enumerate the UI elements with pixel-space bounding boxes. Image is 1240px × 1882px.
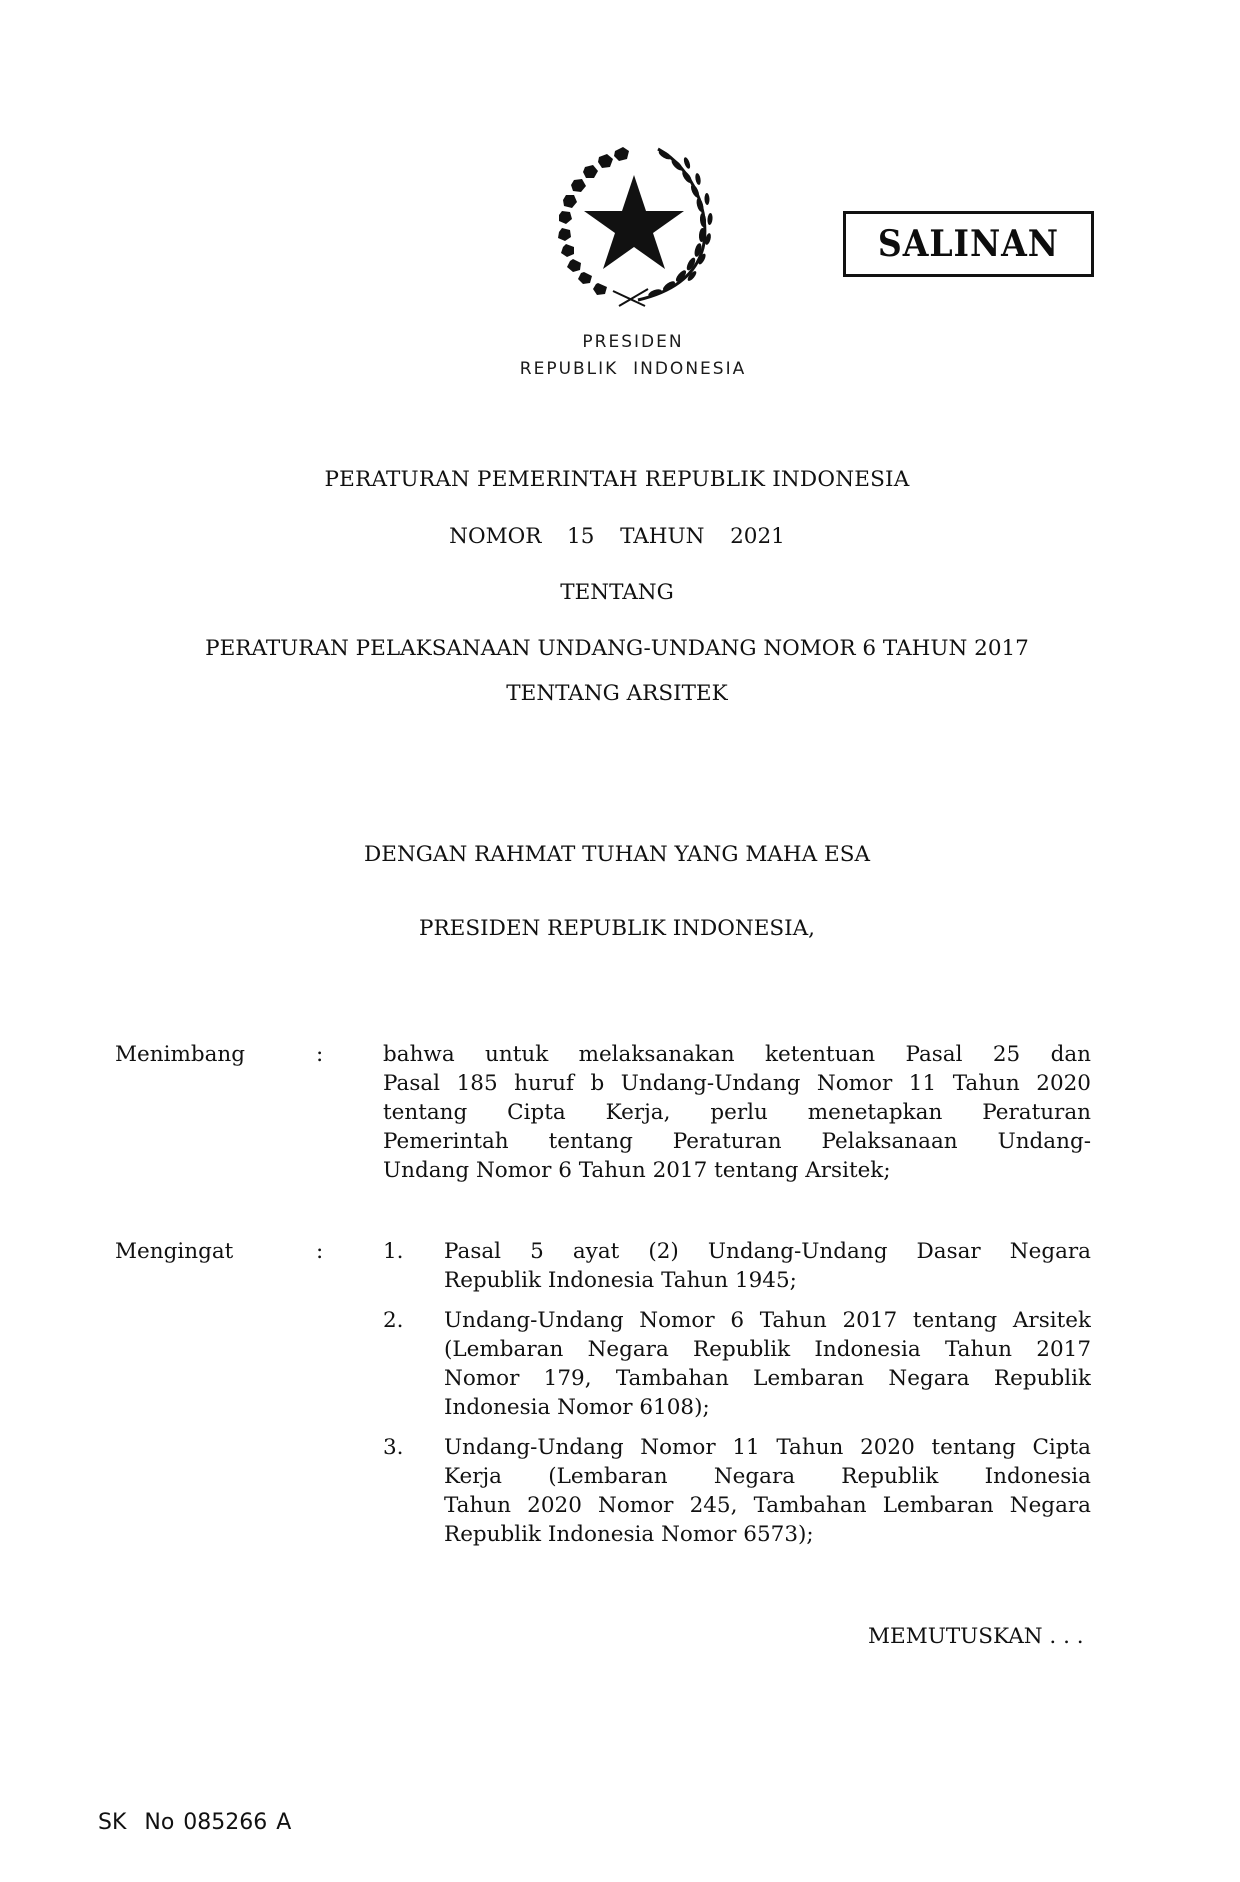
menimbang-body (383, 1040, 1091, 1185)
menimbang-line: Pasal 185 huruf b Undang-Undang Nomor 11 Tahun 2020 (383, 1071, 1091, 1096)
item-line: Undang-Undang Nomor 6 Tahun 2017 tentang Arsitek (444, 1308, 1091, 1333)
menimbang-line: tentang Cipta Kerja, perlu menetapkan Peraturan (383, 1100, 1091, 1125)
item-line: Indonesia Nomor 6108); (444, 1395, 710, 1420)
emblem-caption-republik: REPUBLIK INDONESIA (519, 359, 747, 379)
item-number: 1. (383, 1239, 404, 1264)
regulation-number: NOMOR 15 TAHUN 2021 (449, 524, 785, 549)
item-line: (Lembaran Negara Republik Indonesia Tahun 2017 (444, 1337, 1091, 1362)
item-line: Nomor 179, Tambahan Lembaran Negara Republik (444, 1366, 1091, 1391)
menimbang-line: Pemerintah tentang Peraturan Pelaksanaan Undang- (383, 1129, 1091, 1154)
item-text (444, 1237, 1091, 1295)
item-text (444, 1306, 1091, 1422)
item-text (444, 1433, 1091, 1549)
tentang-heading: TENTANG (560, 580, 674, 605)
item-number: 2. (383, 1308, 404, 1333)
item-line: Undang-Undang Nomor 11 Tahun 2020 tentang Cipta (444, 1435, 1091, 1460)
regulation-subject-line1: PERATURAN PELAKSANAAN UNDANG-UNDANG NOMOR 6 TAHUN 2017 (205, 636, 1029, 661)
item-line: Kerja (Lembaran Negara Republik Indonesia (444, 1464, 1091, 1489)
mengingat-label: Mengingat (115, 1239, 234, 1264)
item-line: Republik Indonesia Nomor 6573); (444, 1522, 814, 1547)
regulation-type-heading: PERATURAN PEMERINTAH REPUBLIK INDONESIA (324, 467, 910, 492)
authority-heading: PRESIDEN REPUBLIK INDONESIA, (419, 916, 815, 941)
menimbang-colon: : (316, 1042, 324, 1067)
menimbang-line: bahwa untuk melaksanakan ketentuan Pasal 25 dan (383, 1042, 1091, 1067)
stamp-label: SALINAN (877, 223, 1060, 265)
item-line: Tahun 2020 Nomor 245, Tambahan Lembaran Negara (444, 1493, 1091, 1518)
emblem-caption-presiden: PRESIDEN (582, 332, 684, 352)
continuation-catchword: MEMUTUSKAN . . . (868, 1624, 1084, 1649)
menimbang-line: Undang Nomor 6 Tahun 2017 tentang Arsitek; (383, 1158, 891, 1183)
item-line: Pasal 5 ayat (2) Undang-Undang Dasar Negara (444, 1239, 1091, 1264)
item-line: Republik Indonesia Tahun 1945; (444, 1268, 797, 1293)
presidential-emblem-icon (553, 143, 715, 307)
salinan-stamp (843, 211, 1094, 277)
invocation-heading: DENGAN RAHMAT TUHAN YANG MAHA ESA (364, 842, 870, 867)
item-number: 3. (383, 1435, 404, 1460)
mengingat-colon: : (316, 1239, 324, 1264)
regulation-subject-line2: TENTANG ARSITEK (506, 681, 728, 706)
document-serial-number: SK No 085266 A (98, 1810, 292, 1835)
menimbang-label: Menimbang (115, 1042, 246, 1067)
